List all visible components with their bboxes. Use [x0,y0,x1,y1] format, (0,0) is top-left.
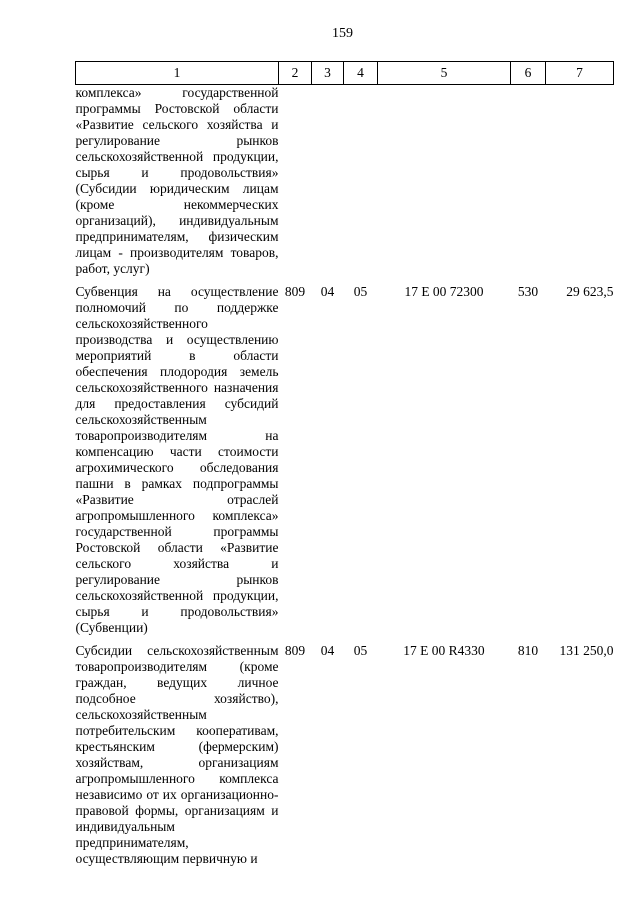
column-header-3: 3 [312,62,344,85]
row-description: комплекса» государственной программы Ростовской области «Развитие сельского хозяйства и регулирование рынков сельскохозяйственной продукции, сырья и продовольствия» (Субсидии юридическим лицам (кроме некоммерческих организаций), индивидуальным предпринимателям, физическим лицам - производителям товаров, работ, услуг) [75,85,279,276]
row-col-6: 810 [517,643,539,658]
row-col-2 [279,85,312,278]
row-description: Субсидии сельскохозяйственным товаропроизводителям (кроме граждан, ведущих личное подсобное хозяйство), сельскохозяйственным потребительским кооперативам, крестьянским (фермерским) хозяйствам, организациям агропромышленного комплекса независимо от их организационно-правовой формы, организациям и индивидуальным предпринимателям, осуществляющим первичную и [75,643,279,866]
column-header-5: 5 [378,62,511,85]
row-col-6: 530 [517,284,539,299]
row-spacer [76,277,614,284]
row-col-7 [546,85,614,278]
page-number: 159 [332,26,353,41]
row-col-2: 809 [284,284,306,299]
column-header-4: 4 [344,62,378,85]
column-header-1: 1 [76,62,279,85]
row-col-3: 04 [320,643,335,658]
row-col-6 [511,85,546,278]
row-description: Субвенция на осуществление полномочий по поддержке сельскохозяйственного производства и осуществлению мероприятий в области обеспечения плодородия земель сельскохозяйственного назначения для предоставления субсидий сельскохозяйственным товаропроизводителям на компенсацию части стоимости агрохимического обследования пашни в рамках подпрограммы «Развитие отраслей агропромышленного комплекса» государственной программы Ростовской области «Развитие сельского хозяйства и регулирование рынков сельскохозяйственной продукции, сырья и продовольствия» (Субвенции) [75,284,279,635]
row-col-4: 05 [353,643,368,658]
row-col-5: 17 Е 00 72300 [404,284,484,299]
table-row [76,85,614,278]
row-col-7: 29 623,5 [566,284,614,299]
row-col-3 [312,85,344,278]
row-col-4 [344,85,378,278]
row-col-5 [378,85,511,278]
row-col-5: 17 Е 00 R4330 [403,643,485,658]
row-spacer [76,636,614,643]
budget-table [75,61,614,867]
column-header-7: 7 [546,62,614,85]
row-col-2: 809 [284,643,306,658]
table-row [76,284,614,636]
row-col-4: 05 [353,284,368,299]
row-col-3: 04 [320,284,335,299]
row-col-7: 131 250,0 [559,643,614,658]
column-header-2: 2 [279,62,312,85]
header-row [76,62,614,85]
table-row [76,643,614,867]
column-header-6: 6 [511,62,546,85]
